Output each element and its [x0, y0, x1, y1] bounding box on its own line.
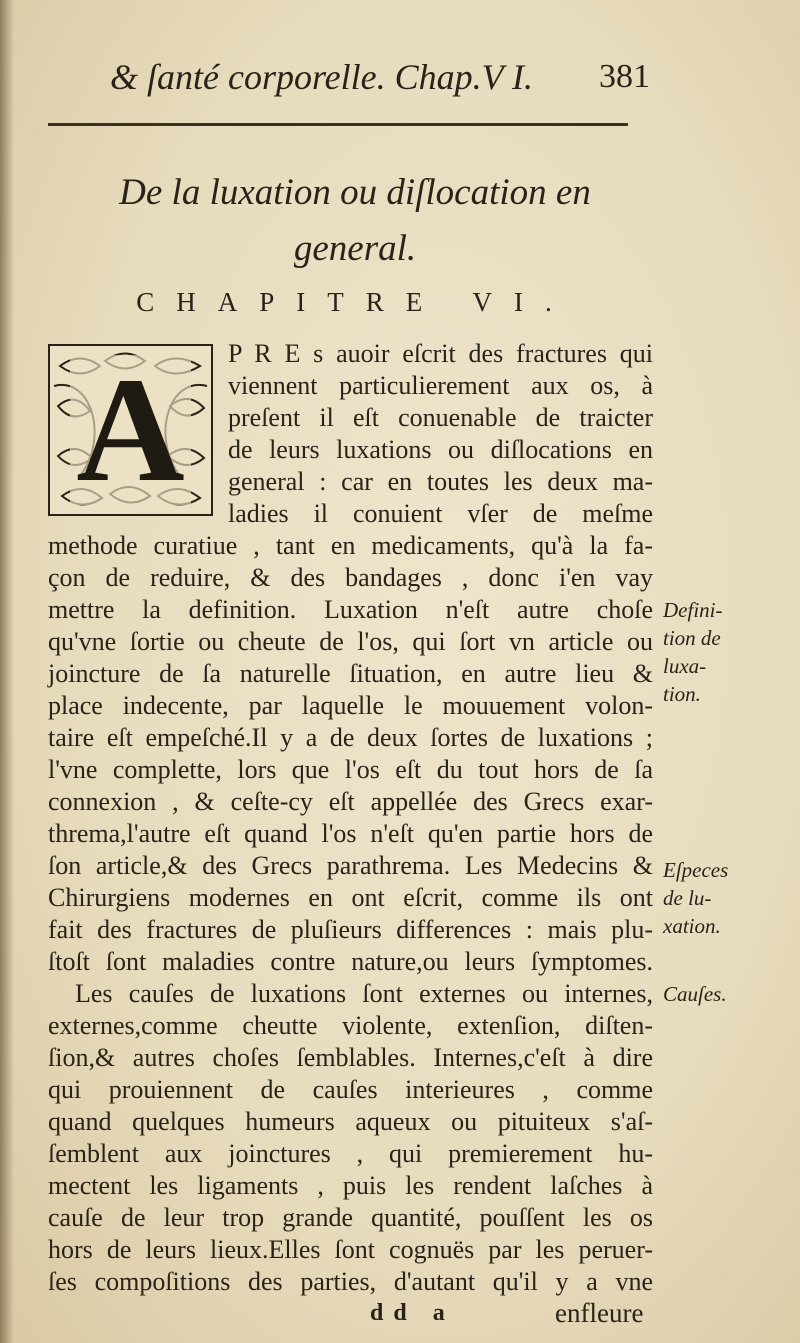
text-line: ſemblent aux joinctures , qui premierement hu- — [48, 1139, 653, 1168]
text-line: general : car en toutes les deux ma- — [228, 467, 653, 496]
text-line: taire eſt empeſché.Il y a de deux ſortes de luxations ; — [48, 723, 653, 752]
margin-note-causes: Cauſes. — [663, 982, 727, 1006]
text-line: P R E s auoir eſcrit des fractures qui — [228, 339, 653, 368]
signature-mark: dd a — [370, 1300, 455, 1326]
text-line: l'vne complette, lors que l'os eſt du tout hors de ſa — [48, 755, 653, 784]
text-line: Chirurgiens modernes en ont eſcrit, comme ils ont — [48, 883, 653, 912]
text-line: connexion , & ceſte-cy eſt appellée des Grecs exar- — [48, 787, 653, 816]
header-rule — [48, 123, 628, 126]
chapter-heading — [60, 165, 650, 277]
margin-note-species: Eſpeces de lu- xation. — [663, 858, 729, 938]
text-line: de leurs luxations ou diſlocations en — [228, 435, 653, 464]
text-line: ſion,& autres choſes ſemblables. Internes,c'eſt à dire — [48, 1043, 653, 1072]
text-line: mectent les ligaments , puis les rendent laſches à — [48, 1171, 653, 1200]
heading-line-1: De la luxation ou diſlocation en — [119, 172, 591, 213]
decorated-initial — [48, 344, 213, 516]
text-line: qui prouiennent de cauſes interieures , comme — [48, 1075, 653, 1104]
text-line: ladies il conuient vſer de meſme — [228, 499, 653, 528]
running-head — [110, 52, 650, 102]
text-line: ſon article,& des Grecs parathrema. Les Medecins & — [48, 851, 653, 880]
margin-note-definition: Defini- tion de luxa- tion. — [663, 598, 723, 706]
text-line: Les cauſes de luxations ſont externes ou internes, — [75, 979, 653, 1008]
text-line: quand quelques humeurs aqueux ou pituiteux s'aſ- — [48, 1107, 653, 1136]
text-line: externes,comme cheutte violente, extenſion, diſten- — [48, 1011, 653, 1040]
text-line: ſtoſt ſont maladies contre nature,ou leurs ſymptomes. — [48, 947, 653, 976]
text-line: ſes compoſitions des parties, d'autant qu'il y a vne — [48, 1267, 653, 1296]
text-line: place indecente, par laquelle le mouuement volon- — [48, 691, 653, 720]
text-line: qu'vne ſortie ou cheute de l'os, qui ſort vn article ou — [48, 627, 653, 656]
text-line: preſent il eſt conuenable de traicter — [228, 403, 653, 432]
text-line: çon de reduire, & des bandages , donc i'en vay — [48, 563, 653, 592]
text-line: hors de leurs lieux.Elles ſont cognuës par les peruer- — [48, 1235, 653, 1264]
running-head-title: & ſanté corporelle. Chap.V I. — [110, 57, 533, 97]
text-line: viennent particulierement aux os, à — [228, 371, 653, 400]
chapter-number: CHAPITRE VI. — [136, 287, 574, 317]
text-line: methode curatiue , tant en medicaments, qu'à la fa- — [48, 531, 653, 560]
text-line: fait des fractures de pluſieurs differences : mais plu- — [48, 915, 653, 944]
initial-letter: A — [70, 355, 190, 505]
text-line: cauſe de leur trop grande quantité, pouſſent les os — [48, 1203, 653, 1232]
catchword: enfleure — [555, 1298, 644, 1328]
heading-line-2: general. — [293, 228, 417, 269]
text-line: mettre la definition. Luxation n'eſt autre choſe — [48, 595, 653, 624]
gutter-shadow — [0, 0, 14, 1343]
text-line: joincture de ſa naturelle ſituation, en autre lieu & — [48, 659, 653, 688]
text-line: threma,l'autre eſt quand l'os n'eſt qu'en partie hors de — [48, 819, 653, 848]
page-number: 381 — [599, 58, 650, 95]
